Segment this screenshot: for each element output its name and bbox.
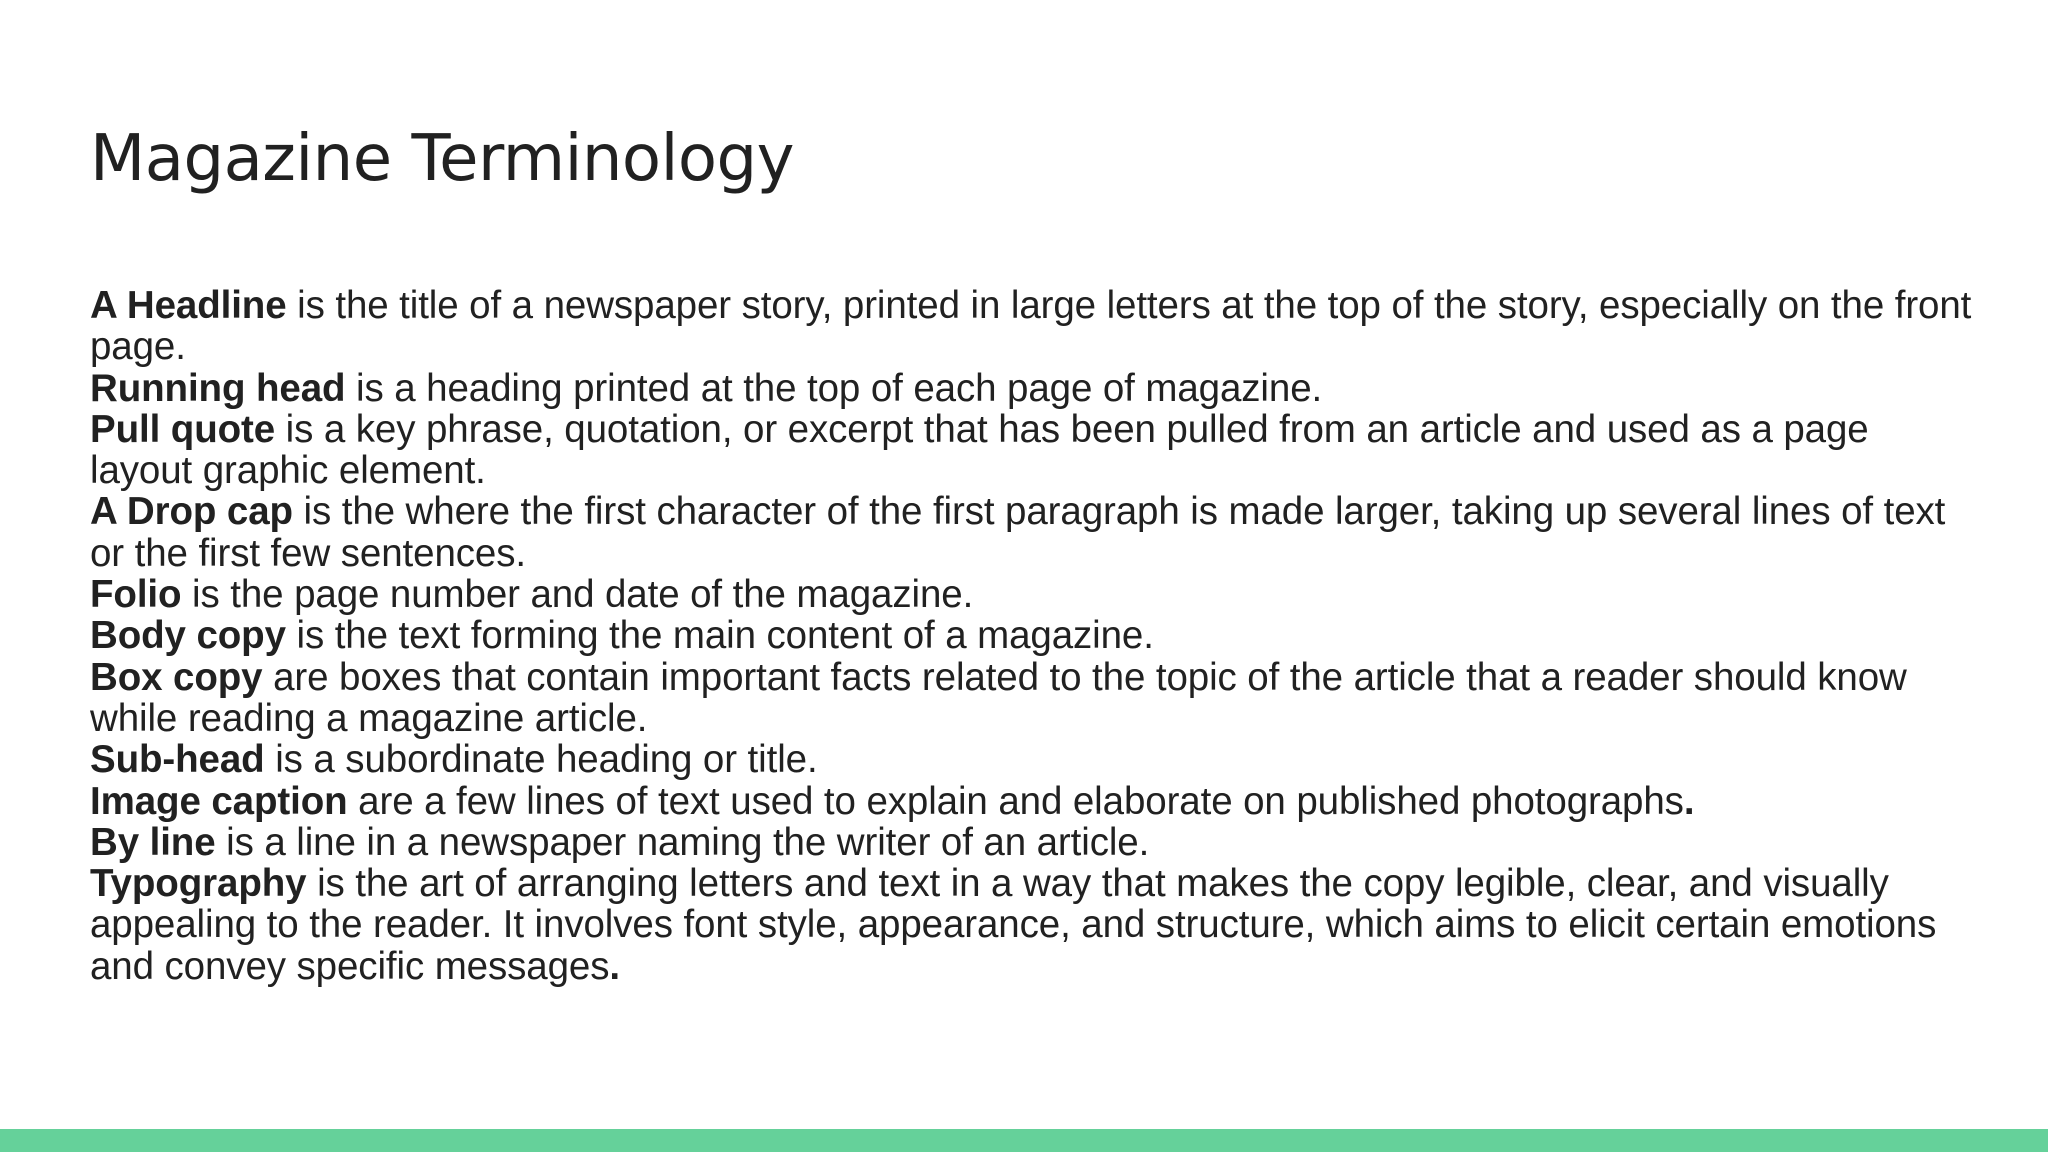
term-name: Image caption — [90, 779, 348, 823]
term-definition: is the text forming the main content of a magazine. — [285, 614, 1154, 658]
term-image-caption — [90, 781, 1980, 822]
term-box-copy — [90, 657, 1980, 740]
term-sub-head — [90, 739, 1980, 780]
term-typography — [90, 863, 1980, 987]
term-name: Body copy — [90, 614, 286, 658]
term-definition: is a subordinate heading or title. — [264, 738, 818, 782]
term-name: Pull quote — [90, 407, 276, 451]
term-definition: is a key phrase, quotation, or excerpt that has been pulled from an article and used as a page layout graphic element. — [90, 407, 1869, 493]
term-drop-cap — [90, 491, 1980, 574]
term-definition: are boxes that contain important facts related to the topic of the article that a reader should know while reading a magazine article. — [90, 655, 1907, 740]
terminology-list — [90, 285, 1980, 987]
term-end-period: . — [609, 944, 620, 988]
term-running-head — [90, 368, 1980, 409]
term-definition: is a heading printed at the top of each page of magazine. — [345, 366, 1323, 410]
term-pull-quote — [90, 409, 1980, 492]
term-name: Typography — [90, 862, 307, 906]
term-by-line — [90, 822, 1980, 863]
slide-title: Magazine Terminology — [90, 122, 794, 196]
term-name: By line — [90, 820, 216, 864]
term-name: Running head — [90, 366, 346, 410]
term-definition: is the page number and date of the magazine. — [181, 573, 974, 617]
term-name: Box copy — [90, 655, 263, 699]
term-definition: are a few lines of text used to explain and elaborate on published photographs — [347, 779, 1684, 823]
term-name: Folio — [90, 573, 182, 617]
term-definition: is the title of a newspaper story, printed in large letters at the top of the story, especially on the front page. — [90, 284, 1972, 369]
term-end-period: . — [1683, 779, 1695, 823]
footer-accent-bar — [0, 1129, 2048, 1152]
term-name: Sub-head — [90, 738, 265, 782]
term-headline — [90, 285, 1980, 368]
term-definition: is the where the first character of the first paragraph is made larger, taking up several lines of text or the first few sentences. — [90, 490, 1946, 575]
term-body-copy — [90, 615, 1980, 656]
term-folio — [90, 574, 1980, 615]
term-definition: is a line in a newspaper naming the writer of an article. — [215, 820, 1150, 864]
term-definition: is the art of arranging letters and text in a way that makes the copy legible, clear, and visually appealing to the reader. It involves font style, appearance, and structure, which aims to elicit certain emotions and convey specific messages — [90, 862, 1937, 988]
term-name: A Drop cap — [90, 490, 293, 534]
term-name: A Headline — [90, 284, 287, 327]
